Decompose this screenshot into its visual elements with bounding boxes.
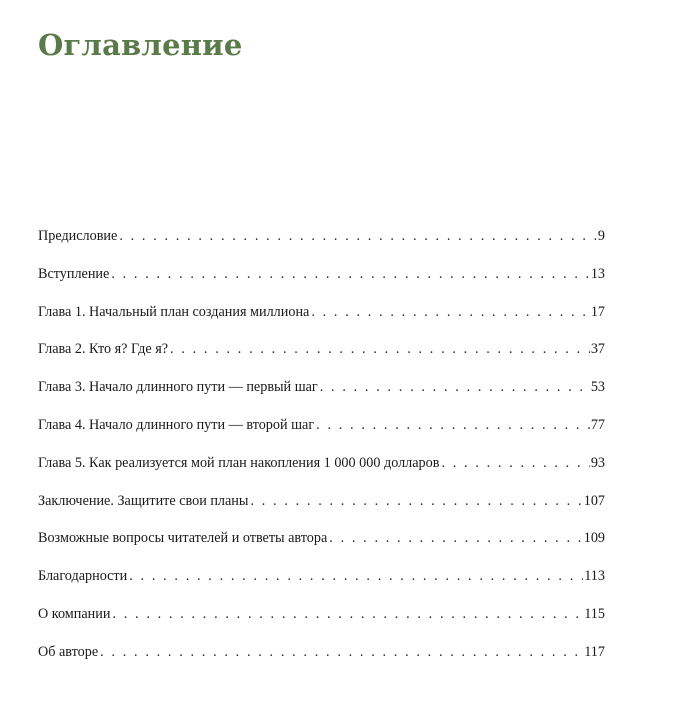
toc-entry-label: Возможные вопросы читателей и ответы автора <box>38 530 328 547</box>
toc-entry-label: Предисловие <box>38 228 118 244</box>
toc-entry[interactable] <box>38 606 605 644</box>
toc-entry[interactable] <box>38 568 605 606</box>
dot-leader <box>320 379 590 396</box>
toc-entry-page-number: 107 <box>583 492 605 509</box>
dot-leader <box>119 228 597 245</box>
toc-entry-page-number: 113 <box>584 568 605 585</box>
dot-leader <box>311 304 589 321</box>
toc-entry[interactable] <box>38 228 605 266</box>
toc-entry-label: Об авторе <box>38 643 99 660</box>
dot-leader <box>250 493 582 510</box>
toc-entry-page-number: 37 <box>590 341 605 358</box>
toc-entry-page-number: 93 <box>590 454 605 471</box>
dot-leader <box>170 341 590 358</box>
toc-entry-label: Глава 1. Начальный план создания миллиона <box>38 303 310 320</box>
toc-entry-label: Глава 5. Как реализуется мой план накопления 1 000 000 долларов <box>38 454 440 471</box>
toc-entry-page-number: 117 <box>584 643 605 660</box>
dot-leader <box>112 606 583 623</box>
dot-leader <box>316 417 590 434</box>
toc-entry[interactable] <box>38 644 605 682</box>
dot-leader <box>441 455 589 472</box>
page-title: Оглавление <box>38 28 243 62</box>
toc-entry[interactable] <box>38 493 605 531</box>
toc-entry[interactable] <box>38 266 605 304</box>
toc-entry-page-number: 53 <box>590 379 605 396</box>
toc-entry-label: Глава 3. Начало длинного пути — первый шаг <box>38 379 318 396</box>
toc-entry-page-number: 9 <box>597 228 605 244</box>
toc-entry-label: Глава 2. Кто я? Где я? <box>38 341 169 358</box>
dot-leader <box>100 644 583 661</box>
toc-entry-label: О компании <box>38 605 111 622</box>
toc-entry-page-number: 13 <box>590 265 605 282</box>
toc-entry[interactable] <box>38 417 605 455</box>
toc-entry-page-number: 115 <box>584 605 605 622</box>
dot-leader <box>111 266 589 283</box>
toc-entry-label: Вступление <box>38 265 110 282</box>
toc-entry-page-number: 109 <box>583 530 605 547</box>
toc-entry[interactable] <box>38 304 605 342</box>
dot-leader <box>129 568 583 585</box>
toc-entry[interactable] <box>38 455 605 493</box>
table-of-contents <box>38 228 605 682</box>
toc-entry-label: Заключение. Защитите свои планы <box>38 492 249 509</box>
toc-entry-label: Глава 4. Начало длинного пути — второй шаг <box>38 416 315 433</box>
toc-entry[interactable] <box>38 341 605 379</box>
toc-entry-page-number: 77 <box>590 416 605 433</box>
dot-leader <box>329 530 582 547</box>
toc-entry-page-number: 17 <box>590 303 605 320</box>
toc-entry[interactable] <box>38 530 605 568</box>
toc-entry[interactable] <box>38 379 605 417</box>
toc-entry-label: Благодарности <box>38 568 128 585</box>
